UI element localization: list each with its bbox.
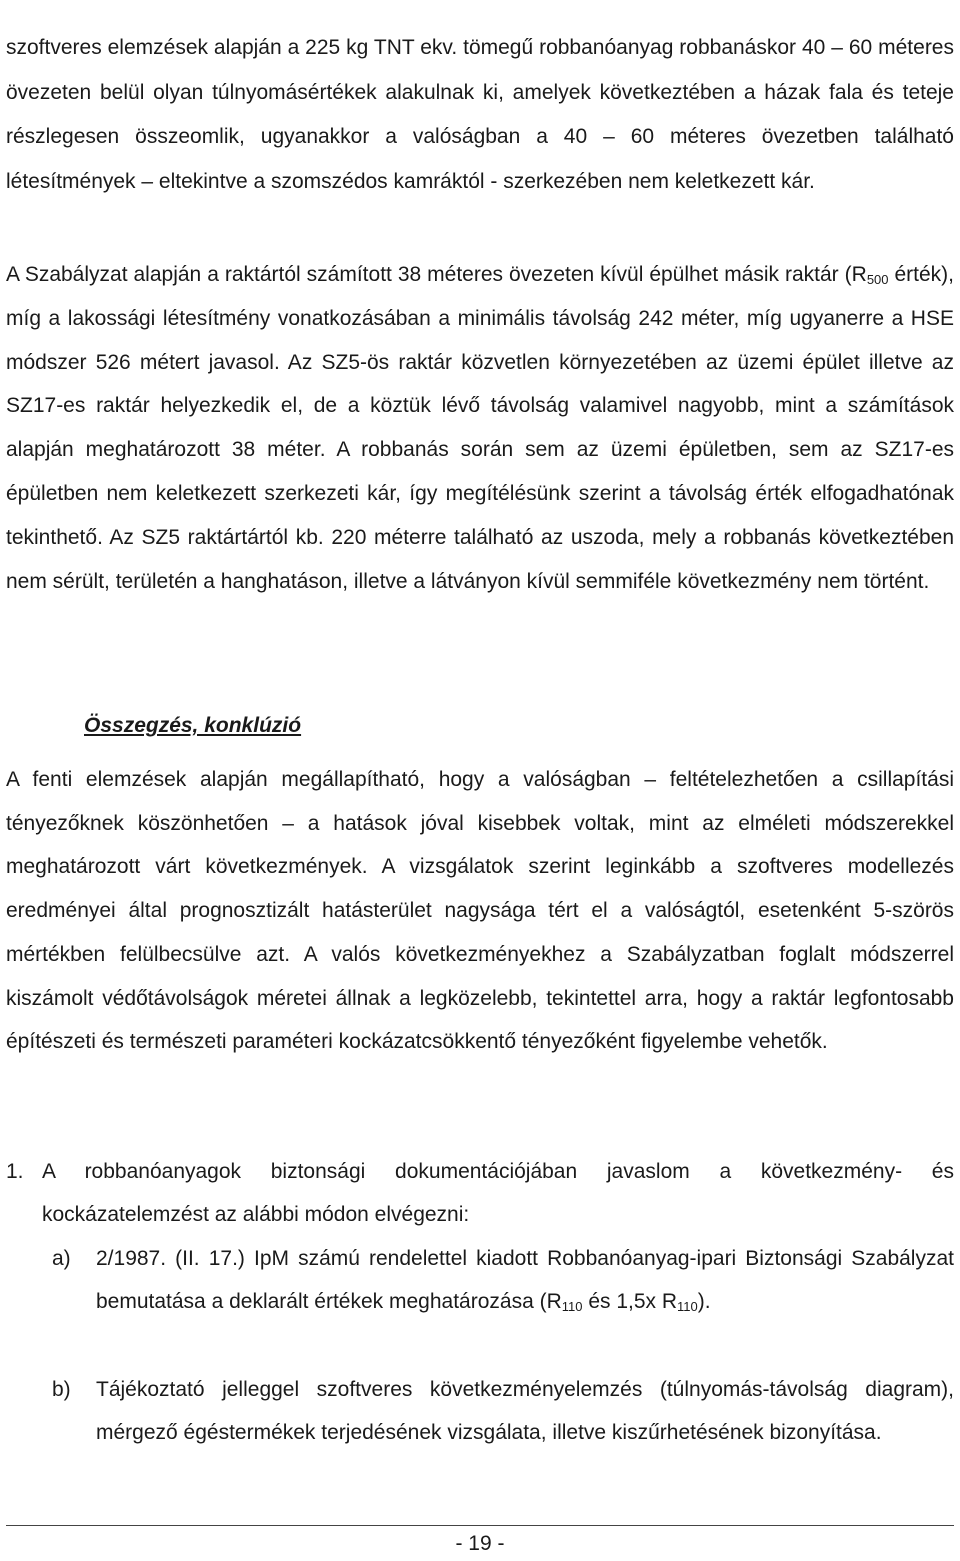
r110-subscript: 110 <box>561 1299 583 1314</box>
paragraph-conclusion: A fenti elemzések alapján megállapítható, hogy a valóságban – feltételezhetően a csillapítási tényezőknek köszönhetően – a hatások jóval kisebbek voltak, mint az elméleti módszerekkel meghatározott várt következmények. A vizsgálatok szerint leginkább a szoftveres modellezés eredményei által prognosztizált hatásterület nagysága tért el a valóságtól, esetenként 5-szörös mértékben felülbecsülve azt. A valós következményekhez a Szabályzatban foglalt módszerrel kiszámolt védőtávolságok méretei állnak a legközelebb, tekintettel arra, hogy a raktár legfontosabb építészeti és természeti paraméteri kockázatcsökkentő tényezőként figyelembe vehetők. <box>6 768 954 1054</box>
sub-list-marker-b: b) <box>52 1378 71 1401</box>
sub-list-item-b <box>52 1368 954 1454</box>
page-number: - 19 - <box>455 1532 505 1555</box>
section-heading-summary: Összegzés, konklúzió <box>84 714 302 737</box>
paragraph-regulation-distances <box>6 253 954 603</box>
paragraph-software-analysis: szoftveres elemzések alapján a 225 kg TNT ekv. tömegű robbanóanyag robbanáskor 40 – 60 méteres övezeten belül olyan túlnyomásértékek alakulnak ki, amelyek következtében a házak fala és teteje részlegesen összeomlik, ugyanakkor a valóságban a 40 – 60 méteres övezetben található létesítmények – eltekintve a szomszédos kamráktól - szerkezében nem keletkezett kár. <box>6 36 954 193</box>
paragraph-2-text-1: A Szabályzat alapján a raktártól számított 38 méteres övezeten kívül épülhet másik raktár (R <box>6 263 867 286</box>
sub-list-marker-a: a) <box>52 1247 71 1270</box>
sub-item-a-text-1: 2/1987. (II. 17.) IpM számú rendelettel kiadott Robbanóanyag-ipari Biztonsági Szabályzat bemutatása a deklarált értékek meghatározása (R <box>96 1247 954 1313</box>
sub-list-item-a <box>52 1237 954 1323</box>
footer-divider <box>6 1525 954 1526</box>
r110-subscript-2: 110 <box>677 1299 698 1314</box>
r500-subscript: 500 <box>866 272 889 287</box>
list-item-text: A robbanóanyagok biztonsági dokumentációjában javaslom a következmény- és kockázatelemzést az alábbi módon elvégezni: <box>42 1160 954 1226</box>
list-marker: 1. <box>6 1160 24 1183</box>
sub-item-a-text-3: ). <box>697 1290 711 1313</box>
sub-list-item-a-text <box>96 1237 954 1323</box>
paragraph-2-text-2: érték), míg a lakossági létesítmény vonatkozásában a minimális távolság 242 méter, míg ugyanerre a HSE módszer 526 métert javasol. Az SZ5-ös raktár közvetlen környezetében az üzemi épület illetve az SZ17-es raktár helyezkedik el, de a köztük lévő távolság valamivel nagyobb, mint a számítások alapján meghatározott 38 méter. A robbanás során sem az üzemi épületben, sem az SZ17-es épületben nem keletkezett szerkezeti kár, így megítélésünk szerint a távolság érték elfogadhatónak tekinthető. Az SZ5 raktártártól kb. 220 méterre található az uszoda, mely a robbanás következtében nem sérült, területén a hanghatáson, illetve a látványon kívül semmiféle következmény nem történt. <box>6 263 954 593</box>
numbered-list-item <box>6 1150 954 1236</box>
sub-list-item-b-text: Tájékoztató jelleggel szoftveres következményelemzés (túlnyomás-távolság diagram), mérgező égéstermékek terjedésének vizsgálata, illetve kiszűrhetésének bizonyítása. <box>96 1378 954 1444</box>
sub-item-a-text-2: és 1,5x R <box>582 1290 678 1313</box>
